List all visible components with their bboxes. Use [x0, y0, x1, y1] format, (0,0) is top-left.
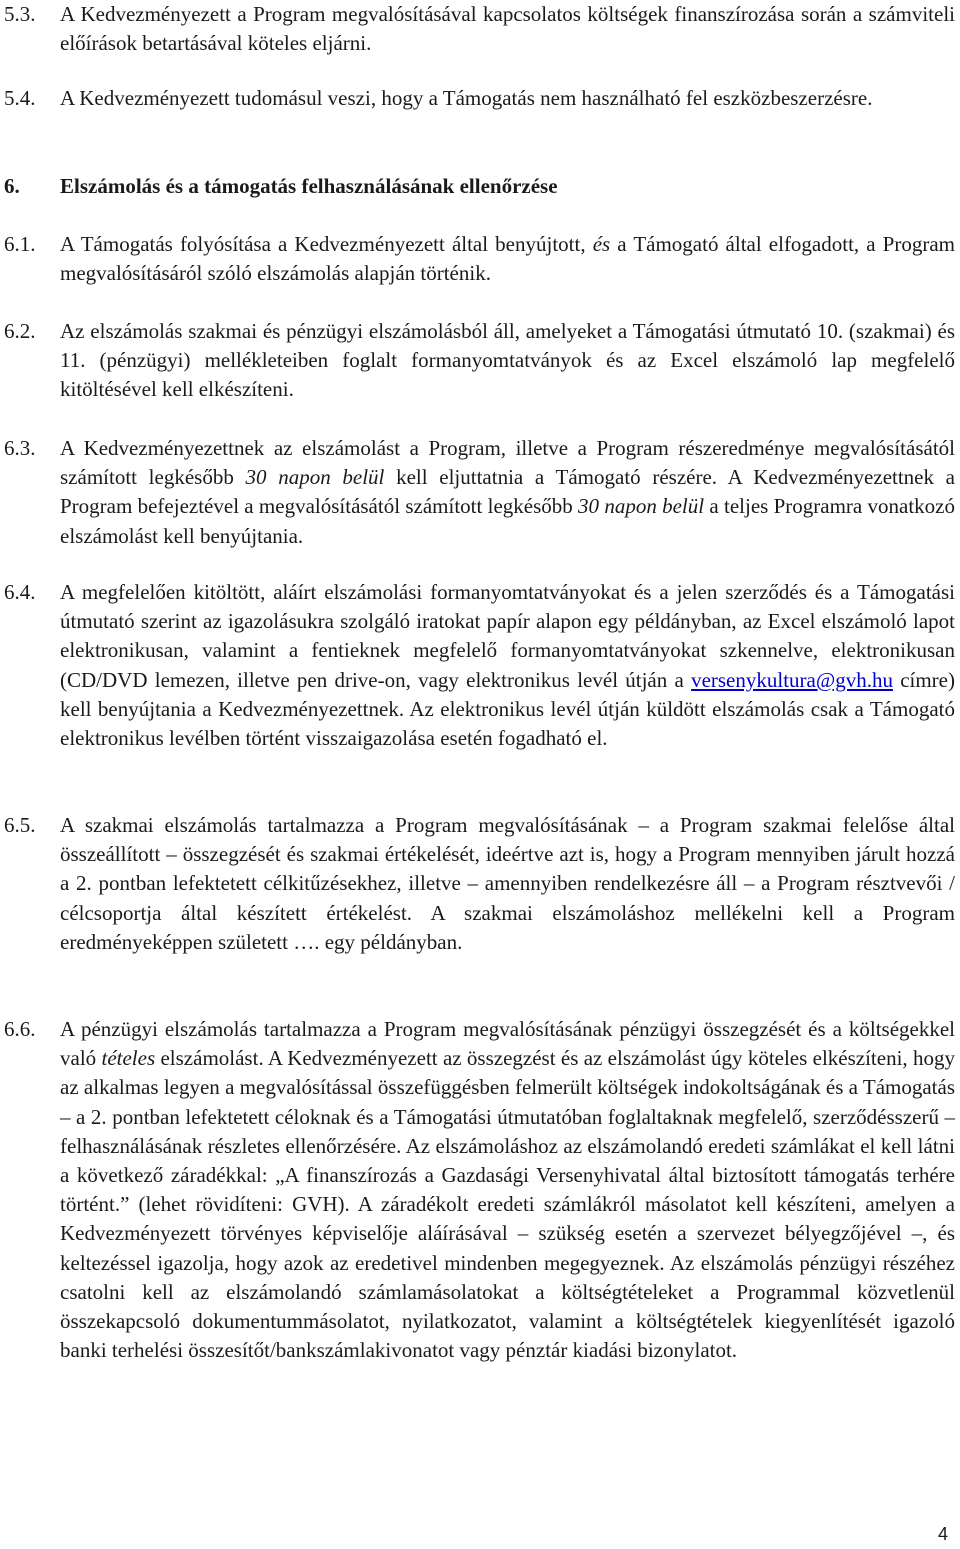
- section-number: 6.3.: [4, 436, 36, 460]
- section-number: 6.5.: [4, 813, 36, 837]
- section-6-6: [0, 1015, 955, 1365]
- section-6-5: [0, 811, 955, 957]
- section-6-4: [0, 578, 955, 753]
- section-6-3: [0, 434, 955, 551]
- section-5-4: [0, 84, 955, 113]
- section-6-2: [0, 317, 955, 405]
- section-text: A megfelelően kitöltött, aláírt elszámolási formanyomtatványokat és a jelen szerződés és a Támogatási útmutató szerint az igazolásukra szolgáló iratokat papír alapon egy példányban, az Excel elszámoló lapot elektronikusan, valamint a fentieknek megfelelő formanyomtatványokat szkennelve, elektronikusan (CD/DVD lemezen, illetve pen drive-on, vagy elektronikus levél útján a versenykultura@gvh.hu címre) kell benyújtania a Kedvezményezettnek. Az elektronikus levél útján küldött elszámolás csak a Támogató elektronikus levélben történt visszaigazolása esetén fogadható el.: [60, 580, 955, 751]
- section-text: A Kedvezményezettnek az elszámolást a Program, illetve a Program részeredménye megvalósításától számított legkésőbb 30 napon belül kell eljuttatnia a Támogató részére. A Kedvezményezettnek a Program befejeztével a megvalósításától számított legkésőbb 30 napon belül a teljes Programra vonatkozó elszámolást kell benyújtania.: [60, 436, 956, 548]
- section-text: A Támogatás folyósítása a Kedvezményezett által benyújtott, és a Támogató által elfogadott, a Program megvalósításáról szóló elszámolás alapján történik.: [60, 232, 955, 286]
- section-text: A pénzügyi elszámolás tartalmazza a Program megvalósításának pénzügyi összegzését és a költségekkel való tételes elszámolást. A Kedvezményezett az összegzést és az elszámolást úgy köteles elkészíteni, hogy az alkalmas legyen a megvalósítással összefüggésben felmerült költségek indokoltságának és a Támogatás – a 2. pontban lefektetett céloknak és a Támogatási útmutatóban foglaltaknak megfelelő, szerződésszerű – felhasználásának részletes ellenőrzésére. Az elszámoláshoz az elszámolandó eredeti számlákat el kell látni a következő záradékkal: „A finanszírozás a Gazdasági Versenyhivatal által biztosított támogatás terhére történt.” (lehet rövidíteni: GVH). A záradékolt eredeti számlákról másolatot kell készíteni, amelyen a Kedvezményezett törvényes képviselője aláírásával – szükség esetén a szervezet bélyegzőjével –, és keltezéssel igazolja, hogy azok az eredetivel mindenben megegyeznek. Az elszámolás pénzügyi részéhez csatolni kell az elszámolandó számlamásolatokat a költségtételeket a Programmal közvetlenül összekapcsoló dokumentummásolatot, nyilatkozatot, valamint a költségtételek kiegyenlítését igazoló banki terhelési összesítőt/bankszámlakivonatot vagy pénztár kiadási bizonylatot.: [60, 1017, 956, 1363]
- section-5-3: [0, 0, 955, 58]
- section-number: 5.3.: [4, 2, 36, 26]
- section-text: A szakmai elszámolás tartalmazza a Program megvalósításának – a Program szakmai felelőse által összeállított – összegzését és szakmai értékelését, ideértve azt is, hogy a Program mennyiben járult hozzá a 2. pontban lefektetett célkitűzésekhez, illetve – amennyiben rendelkezésre áll – a Program résztvevői / célcsoportja által készített értékelést. A szakmai elszámoláshoz mellékelni kell a Program eredményeképpen született …. egy példányban.: [60, 813, 955, 954]
- section-number: 6.2.: [4, 319, 36, 343]
- section-number: 6.6.: [4, 1017, 36, 1041]
- page-number: 4: [938, 1524, 949, 1544]
- section-text: Az elszámolás szakmai és pénzügyi elszámolásból áll, amelyeket a Támogatási útmutató 10. (szakmai) és 11. (pénzügyi) mellékleteiben foglalt formanyomtatványok és az Excel elszámoló lap megfelelő kitöltésével kell elkészíteni.: [60, 319, 955, 402]
- section-text: A Kedvezményezett a Program megvalósításával kapcsolatos költségek finanszírozása során a számviteli előírások betartásával köteles eljárni.: [60, 2, 955, 56]
- section-number: 6.4.: [4, 580, 36, 604]
- section-number: 6.: [4, 174, 20, 198]
- section-number: 5.4.: [4, 86, 36, 110]
- section-text: A Kedvezményezett tudomásul veszi, hogy a Támogatás nem használható fel eszközbeszerzésre.: [60, 86, 873, 110]
- section-6-heading: [0, 172, 955, 201]
- section-number: 6.1.: [4, 232, 36, 256]
- section-title: Elszámolás és a támogatás felhasználásának ellenőrzése: [60, 174, 558, 198]
- section-6-1: [0, 230, 955, 288]
- email-link[interactable]: versenykultura@gvh.hu: [691, 667, 893, 692]
